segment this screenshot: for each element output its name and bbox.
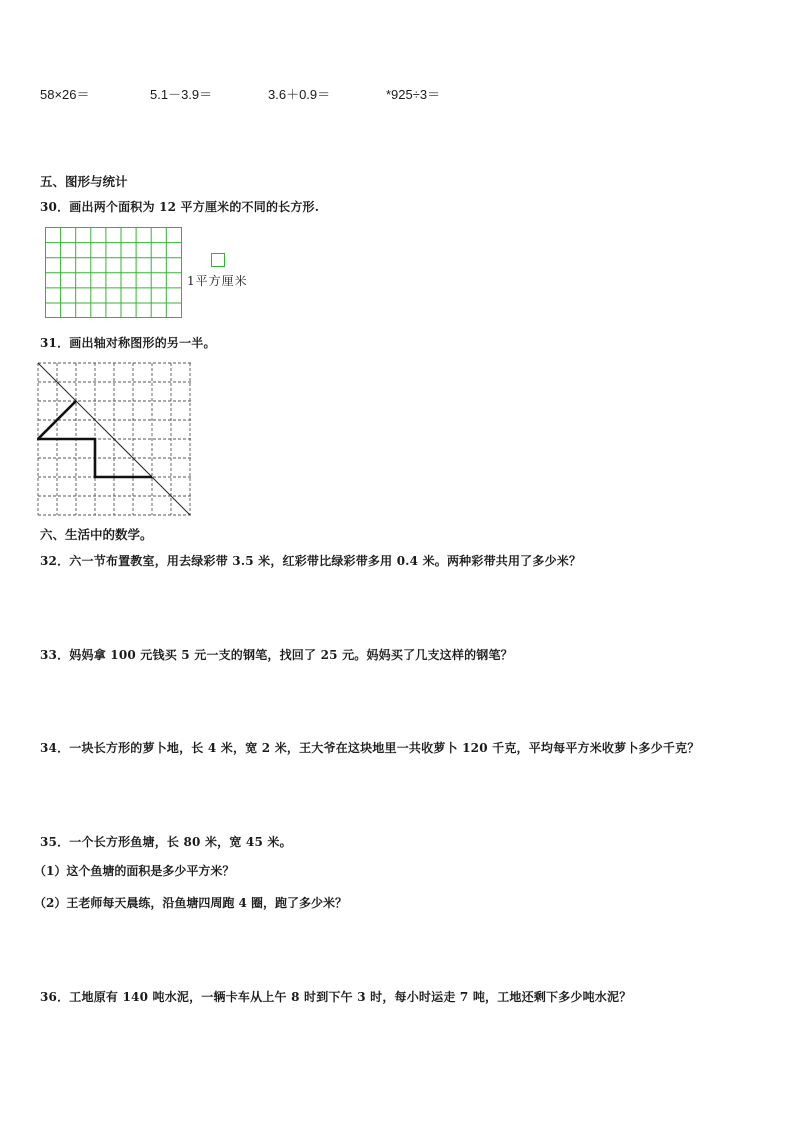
question-30: 30．画出两个面积为 12 平方厘米的不同的长方形. [40,200,320,214]
unit-square-sample [211,253,225,267]
question-33: 33．妈妈拿 100 元钱买 5 元一支的钢笔，找回了 25 元。妈妈买了几支这样的钢笔？ [40,648,513,662]
question-35-part-1: （1）这个鱼塘的面积是多少平方米？ [34,864,235,878]
calc-item-4: *925÷3＝ [386,87,441,102]
question-34: 34．一块长方形的萝卜地，长 4 米，宽 2 米，王大爷在这块地里一共收萝卜 120 千克，平均每平方米收萝卜多少千克？ [40,741,700,755]
question-32: 32．六一节布置教室，用去绿彩带 3.5 米，红彩带比绿彩带多用 0.4 米。两种彩带共用了多少米？ [40,554,582,568]
question-35-part-2: （2）王老师每天晨练，沿鱼塘四周跑 4 圈，跑了多少米？ [34,896,348,910]
question-35: 35．一个长方形鱼塘，长 80 米，宽 45 米。 [40,835,292,849]
section-6-title: 六、生活中的数学。 [40,527,153,542]
unit-square-label: 1平方厘米 [187,274,248,288]
calc-item-2: 5.1－3.9＝ [150,87,213,102]
calc-item-1: 58×26＝ [40,87,90,102]
question-31: 31．画出轴对称图形的另一半。 [40,336,216,350]
section-5-title: 五、图形与统计 [40,174,128,189]
square-grid-green[interactable] [45,227,183,319]
question-36: 36．工地原有 140 吨水泥，一辆卡车从上午 8 时到下午 3 时，每小时运走 7 吨，工地还剩下多少吨水泥？ [40,990,632,1004]
symmetry-grid[interactable] [37,362,193,518]
calc-item-3: 3.6＋0.9＝ [268,87,331,102]
